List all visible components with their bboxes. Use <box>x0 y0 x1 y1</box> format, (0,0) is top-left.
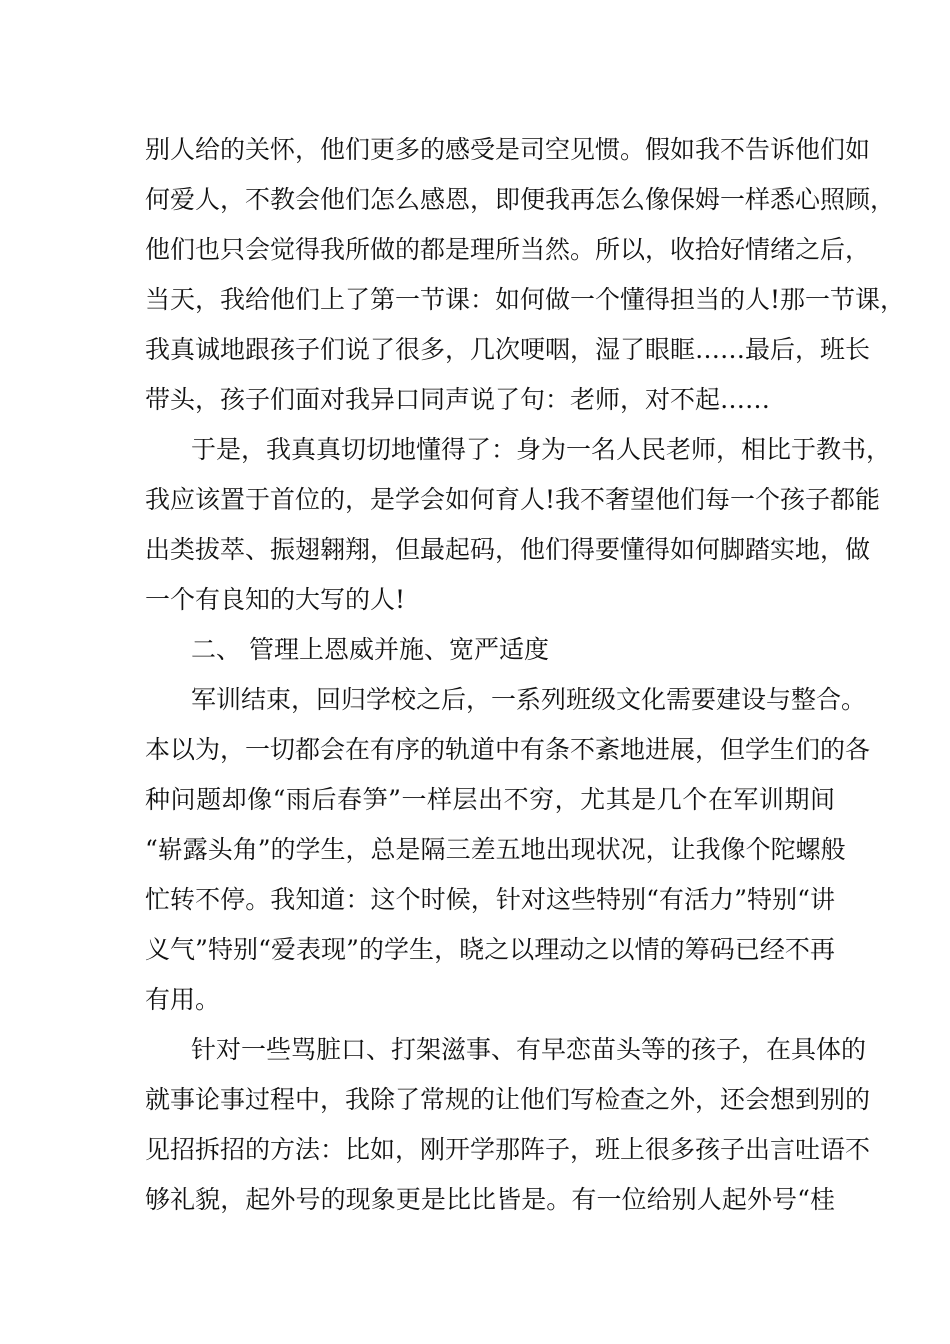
text-line: 何爱人，不教会他们怎么感恩，即便我再怎么像保姆一样悉心照顾， <box>145 185 896 214</box>
text-line: 他们也只会觉得我所做的都是理所当然。所以，收拾好情绪之后， <box>145 235 871 264</box>
text-line: “崭露头角”的学生，总是隔三差五地出现状况，让我像个陀螺般 <box>145 835 846 864</box>
paragraph-first-line: 针对一些骂脏口、打架滋事、有早恋苗头等的孩子，在具体的 <box>191 1035 867 1064</box>
text-line: 我应该置于首位的，是学会如何育人!我不奢望他们每一个孩子都能 <box>145 485 881 514</box>
text-line: 有用。 <box>145 985 221 1014</box>
text-line: 见招拆招的方法：比如，刚开学那阵子，班上很多孩子出言吐语不 <box>145 1135 871 1164</box>
section-heading: 二、 管理上恩威并施、宽严适度 <box>191 635 549 664</box>
text-line: 忙转不停。我知道：这个时候，针对这些特别“有活力”特别“讲 <box>145 885 835 914</box>
text-line: 出类拔萃、振翅翱翔，但最起码，他们得要懂得如何脚踏实地，做 <box>145 535 871 564</box>
text-line: 够礼貌，起外号的现象更是比比皆是。有一位给别人起外号“桂 <box>145 1185 835 1214</box>
text-line: 义气”特别“爱表现”的学生，晓之以理动之以情的筹码已经不再 <box>145 935 835 964</box>
paragraph-first-line: 军训结束，回归学校之后，一系列班级文化需要建设与整合。 <box>191 685 867 714</box>
text-line: 别人给的关怀，他们更多的感受是司空见惯。假如我不告诉他们如 <box>145 135 871 164</box>
text-line: 带头，孩子们面对我异口同声说了句：老师，对不起…… <box>145 385 771 414</box>
text-line: 本以为，一切都会在有序的轨道中有条不紊地进展，但学生们的各 <box>145 735 871 764</box>
text-line: 我真诚地跟孩子们说了很多，几次哽咽，湿了眼眶……最后，班长 <box>145 335 871 364</box>
text-line: 当天，我给他们上了第一节课：如何做一个懂得担当的人!那一节课， <box>145 285 906 314</box>
text-line: 种问题却像“雨后春笋”一样层出不穷，尤其是几个在军训期间 <box>145 785 835 814</box>
text-line: 一个有良知的大写的人! <box>145 585 406 614</box>
text-line: 就事论事过程中，我除了常规的让他们写检查之外，还会想到别的 <box>145 1085 871 1114</box>
paragraph-first-line: 于是，我真真切切地懂得了：身为一名人民老师，相比于教书， <box>191 435 892 464</box>
